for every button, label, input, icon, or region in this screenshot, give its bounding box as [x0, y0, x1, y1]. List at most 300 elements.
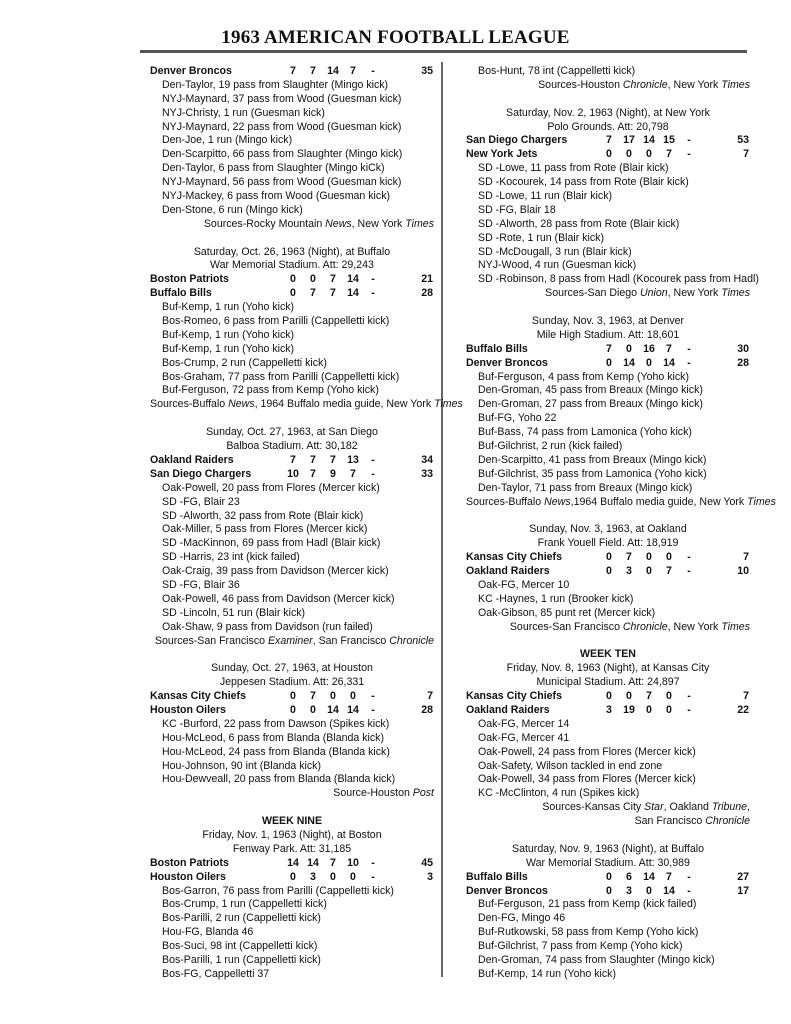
scoring-play: Buf-Ferguson, 21 pass from Kemp (kick failed)	[478, 898, 697, 911]
source-text: ,1964 Buffalo media guide, New York	[570, 495, 748, 508]
week-heading: WEEK TEN	[580, 648, 636, 661]
source-text: Sources-Buffalo	[150, 398, 229, 411]
week-heading: WEEK NINE	[261, 815, 323, 828]
quarter-score: 14	[663, 884, 675, 897]
game-info: Polo Grounds. Att: 20,798	[547, 120, 669, 133]
scoring-play: SD -Kocourek, 14 pass from Rote (Blair kick)	[478, 176, 689, 189]
scoring-play: Oak-Powell, 34 pass from Flores (Mercer kick)	[478, 773, 696, 786]
final-score: 10	[737, 565, 749, 578]
quarter-score: 14	[327, 65, 339, 77]
quarter-score: 14	[643, 870, 655, 883]
quarter-score: 14	[327, 703, 339, 716]
score-dash: -	[687, 134, 691, 147]
scoring-play: Buf-Kemp, 1 run (Yoho kick)	[162, 342, 295, 355]
scoring-play: Bos-Parilli, 2 run (Cappelletti kick)	[162, 912, 321, 925]
scoring-play: Bos-Romeo, 6 pass from Parilli (Cappelletti kick)	[162, 315, 390, 328]
right-column	[466, 65, 776, 982]
scoring-play: Den-Taylor, 19 pass from Slaughter (Mingo kick)	[162, 78, 389, 91]
source-text: , New York	[667, 620, 722, 633]
scoring-play: SD -Robinson, 8 pass from Hadl (Kocourek pass from Hadl)	[478, 273, 759, 286]
quarter-score: 14	[347, 287, 359, 300]
spacer	[150, 412, 434, 426]
quarter-score: 7	[666, 342, 672, 355]
final-score: 28	[737, 356, 749, 369]
quarter-score: 3	[626, 884, 632, 897]
source-text: Post	[412, 787, 434, 800]
sources-line	[466, 621, 750, 635]
game-info: War Memorial Stadium. Att: 30,989	[526, 856, 690, 869]
sources-line	[466, 287, 750, 301]
final-score: 27	[737, 870, 749, 883]
quarter-score: 10	[347, 856, 359, 869]
team-score-row	[150, 871, 434, 885]
team-score-row	[466, 565, 750, 579]
quarter-score: 7	[606, 342, 612, 355]
quarter-score: 0	[606, 356, 612, 369]
sources-line	[466, 815, 750, 829]
quarter-score: 0	[626, 690, 632, 703]
scoring-play: NYJ-Wood, 4 run (Guesman kick)	[478, 259, 637, 272]
scoring-play: Buf-Kemp, 1 run (Yoho kick)	[162, 328, 295, 341]
scoring-play: SD -FG, Blair 18	[478, 203, 556, 216]
scoring-play: Buf-Gilchrist, 35 pass from Lamonica (Yoho kick)	[478, 467, 707, 480]
final-score: 33	[421, 467, 433, 480]
source-text: San Francisco	[634, 815, 706, 828]
title-rule	[140, 50, 747, 53]
scoring-play: Den-FG, Mingo 46	[478, 912, 566, 925]
spacer	[466, 301, 750, 315]
scoring-play: Oak-Powell, 20 pass from Flores (Mercer kick)	[162, 481, 380, 494]
final-score: 53	[737, 134, 749, 147]
score-dash: -	[687, 356, 691, 369]
scoring-play: Oak-Gibson, 85 punt ret (Mercer kick)	[478, 606, 656, 619]
scoring-play: Bos-Graham, 77 pass from Parilli (Cappelletti kick)	[162, 370, 400, 383]
score-dash: -	[687, 690, 691, 703]
scoring-play: Den-Joe, 1 run (Mingo kick)	[162, 134, 293, 147]
quarter-score: 14	[287, 856, 299, 869]
quarter-score: 7	[666, 565, 672, 578]
team-score-row	[150, 454, 434, 468]
scoring-play: Oak-Shaw, 9 pass from Davidson (run failed)	[162, 620, 373, 633]
source-text: News	[228, 398, 255, 411]
scoring-play: Oak-Miller, 5 pass from Flores (Mercer kick)	[162, 523, 368, 536]
team-name: Oakland Raiders	[466, 565, 550, 578]
team-score-row	[466, 148, 750, 162]
quarter-score: 14	[307, 856, 319, 869]
game-info: Sunday, Nov. 3, 1963, at Denver	[531, 315, 685, 328]
score-dash: -	[687, 884, 691, 897]
quarter-score: 16	[643, 342, 655, 355]
source-text: ,	[747, 801, 750, 814]
scoring-play: Den-Stone, 6 run (Mingo kick)	[162, 203, 303, 216]
quarter-score: 14	[643, 134, 655, 147]
score-dash: -	[371, 467, 375, 480]
quarter-score: 0	[646, 356, 652, 369]
team-score-row	[466, 343, 750, 357]
quarter-score: 0	[606, 884, 612, 897]
score-dash: -	[371, 287, 375, 300]
quarter-score: 7	[330, 287, 336, 300]
spacer	[466, 635, 750, 649]
quarter-score: 0	[310, 703, 316, 716]
team-score-row	[466, 134, 750, 148]
team-name: Oakland Raiders	[466, 703, 550, 716]
source-text: Examiner	[267, 634, 313, 647]
quarter-score: 3	[606, 703, 612, 716]
scoring-play: NYJ-Maynard, 22 pass from Wood (Guesman kick)	[162, 120, 402, 133]
sources-line	[466, 801, 750, 815]
scoring-play: NYJ-Mackey, 6 pass from Wood (Guesman kick)	[162, 190, 391, 203]
game-info: Saturday, Nov. 2, 1963 (Night), at New York	[506, 106, 710, 119]
team-score-row	[466, 885, 750, 899]
scoring-play: SD -Lowe, 11 run (Blair kick)	[478, 190, 613, 203]
source-text: Sources-San Francisco	[154, 634, 268, 647]
team-score-row	[466, 357, 750, 371]
quarter-score: 14	[623, 356, 635, 369]
source-text: Times	[747, 495, 776, 508]
quarter-score: 7	[310, 467, 316, 480]
score-dash: -	[687, 148, 691, 161]
quarter-score: 0	[646, 148, 652, 161]
source-text: , New York	[351, 217, 406, 230]
team-name: New York Jets	[466, 148, 538, 161]
sources-line	[150, 787, 434, 801]
final-score: 17	[737, 884, 749, 897]
scoring-play: Hou-FG, Blanda 46	[162, 926, 254, 939]
team-name: Denver Broncos	[150, 65, 232, 77]
spacer	[150, 648, 434, 662]
quarter-score: 0	[350, 690, 356, 703]
final-score: 7	[743, 148, 749, 161]
scoring-play: SD -Alworth, 28 pass from Rote (Blair kick)	[478, 217, 680, 230]
game-info: Jeppesen Stadium. Att: 26,331	[219, 676, 365, 689]
source-text: Times	[405, 217, 434, 230]
source-text: News	[544, 495, 571, 508]
team-score-row	[466, 871, 750, 885]
quarter-score: 0	[330, 870, 336, 883]
quarter-score: 0	[646, 551, 652, 564]
quarter-score: 0	[606, 148, 612, 161]
quarter-score: 7	[666, 148, 672, 161]
team-score-row	[466, 704, 750, 718]
scoring-play: SD -McDougall, 3 run (Blair kick)	[478, 245, 632, 258]
scoring-play: SD -FG, Blair 23	[162, 495, 240, 508]
team-score-row	[150, 273, 434, 287]
sources-line	[466, 79, 750, 93]
quarter-score: 0	[290, 703, 296, 716]
team-name: Boston Patriots	[150, 856, 229, 869]
quarter-score: 7	[310, 453, 316, 466]
scoring-play: Buf-Bass, 74 pass from Lamonica (Yoho kick)	[478, 426, 692, 439]
spacer	[466, 510, 750, 524]
team-name: Buffalo Bills	[466, 342, 528, 355]
score-dash: -	[687, 703, 691, 716]
game-info: Balboa Stadium. Att: 30,182	[226, 440, 358, 453]
scoring-play: Buf-Gilchrist, 7 pass from Kemp (Yoho kick)	[478, 940, 683, 953]
scoring-play: NYJ-Maynard, 56 pass from Wood (Guesman kick)	[162, 176, 402, 189]
source-text: , Oakland	[663, 801, 712, 814]
quarter-score: 13	[347, 453, 359, 466]
scoring-play: SD -Rote, 1 run (Blair kick)	[478, 231, 604, 244]
final-score: 30	[737, 342, 749, 355]
quarter-score: 7	[330, 273, 336, 286]
page-title: 1963 AMERICAN FOOTBALL LEAGUE	[221, 27, 570, 48]
final-score: 28	[421, 703, 433, 716]
scoring-play: Bos-Suci, 98 int (Cappelletti kick)	[162, 940, 318, 953]
quarter-score: 0	[666, 551, 672, 564]
source-text: , New York	[667, 78, 722, 91]
quarter-score: 0	[626, 342, 632, 355]
final-score: 3	[427, 870, 433, 883]
source-text: Chronicle	[622, 620, 668, 633]
scoring-play: Oak-Powell, 46 pass from Davidson (Mercer kick)	[162, 592, 395, 605]
scoring-play: Oak-FG, Mercer 10	[478, 578, 570, 591]
scoring-play: Den-Groman, 27 pass from Breaux (Mingo kick)	[478, 398, 703, 411]
team-name: Denver Broncos	[466, 356, 548, 369]
team-score-row	[466, 690, 750, 704]
quarter-score: 0	[606, 690, 612, 703]
sources-line	[466, 495, 776, 510]
score-dash: -	[687, 870, 691, 883]
quarter-score: 14	[347, 703, 359, 716]
scoring-play: KC -McClinton, 4 run (Spikes kick)	[478, 787, 640, 800]
quarter-score: 6	[626, 870, 632, 883]
scoring-play: Hou-Dewveall, 20 pass from Blanda (Blanda kick)	[162, 773, 396, 786]
scoring-play: Bos-Hunt, 78 int (Cappelletti kick)	[478, 65, 636, 77]
final-score: 7	[743, 690, 749, 703]
source-text: Sources-Buffalo	[466, 495, 545, 508]
score-dash: -	[371, 870, 375, 883]
left-column	[150, 65, 463, 982]
quarter-score: 0	[290, 273, 296, 286]
team-name: Houston Oilers	[150, 870, 226, 883]
source-text: , 1964 Buffalo media guide, New York	[254, 398, 435, 411]
source-text: Times	[721, 287, 750, 300]
source-text: Star	[644, 801, 664, 814]
quarter-score: 14	[347, 273, 359, 286]
quarter-score: 0	[290, 287, 296, 300]
game-info: Friday, Nov. 8, 1963 (Night), at Kansas City	[506, 662, 710, 675]
quarter-score: 7	[626, 551, 632, 564]
source-text: Times	[434, 398, 463, 411]
quarter-score: 0	[606, 551, 612, 564]
team-score-row	[150, 468, 434, 482]
scoring-play: Oak-Powell, 24 pass from Flores (Mercer kick)	[478, 745, 696, 758]
source-text: Union	[639, 287, 668, 300]
scoring-play: Den-Groman, 45 pass from Breaux (Mingo kick)	[478, 384, 703, 397]
quarter-score: 0	[626, 148, 632, 161]
source-text: Sources-San Diego	[545, 287, 640, 300]
team-name: San Diego Chargers	[466, 134, 568, 147]
scoring-play: Hou-McLeod, 6 pass from Blanda (Blanda kick)	[162, 731, 384, 744]
quarter-score: 7	[290, 453, 296, 466]
scoring-play: SD -Alworth, 32 pass from Rote (Blair kick)	[162, 509, 364, 522]
quarter-score: 0	[646, 703, 652, 716]
quarter-score: 0	[646, 884, 652, 897]
team-name: Houston Oilers	[150, 703, 226, 716]
scoring-play: Hou-Johnson, 90 int (Blanda kick)	[162, 759, 321, 772]
source-text: Chronicle	[389, 634, 434, 647]
scoring-play: NYJ-Christy, 1 run (Guesman kick)	[162, 106, 325, 119]
quarter-score: 0	[330, 690, 336, 703]
team-score-row	[150, 704, 434, 718]
game-info: Mile High Stadium. Att: 18,601	[536, 328, 680, 341]
sources-line	[150, 398, 463, 412]
source-text: Sources-San Francisco	[509, 620, 623, 633]
final-score: 28	[421, 287, 433, 300]
quarter-score: 7	[330, 453, 336, 466]
source-text: Chronicle	[705, 815, 750, 828]
quarter-score: 7	[606, 134, 612, 147]
scoring-play: Oak-FG, Mercer 41	[478, 731, 570, 744]
game-info: Sunday, Oct. 27, 1963, at Houston	[211, 662, 373, 675]
quarter-score: 0	[350, 870, 356, 883]
game-info: Municipal Stadium. Att: 24,897	[536, 676, 680, 689]
quarter-score: 7	[666, 870, 672, 883]
quarter-score: 7	[290, 65, 296, 77]
team-score-row	[150, 690, 434, 704]
column-divider	[441, 62, 443, 977]
quarter-score: 9	[330, 467, 336, 480]
scoring-play: Bos-Garron, 76 pass from Parilli (Cappelletti kick)	[162, 884, 394, 897]
final-score: 34	[421, 453, 433, 466]
score-dash: -	[371, 856, 375, 869]
quarter-score: 10	[287, 467, 299, 480]
quarter-score: 15	[663, 134, 675, 147]
scoring-play: Bos-Parilli, 1 run (Cappelletti kick)	[162, 954, 321, 966]
score-dash: -	[687, 565, 691, 578]
team-name: San Diego Chargers	[150, 467, 252, 480]
scoring-play: Den-Scarpitto, 41 pass from Breaux (Mingo kick)	[478, 453, 707, 466]
spacer	[466, 829, 750, 843]
final-score: 7	[743, 551, 749, 564]
final-score: 7	[427, 690, 433, 703]
game-info: Friday, Nov. 1, 1963 (Night), at Boston	[202, 828, 382, 841]
team-name: Denver Broncos	[466, 884, 548, 897]
scoring-play: Den-Taylor, 6 pass from Slaughter (Mingo kiCk)	[162, 162, 385, 175]
score-dash: -	[371, 65, 375, 77]
scoring-play: SD -MacKinnon, 69 pass from Hadl (Blair kick)	[162, 537, 381, 550]
quarter-score: 7	[310, 690, 316, 703]
team-score-row	[150, 65, 434, 79]
source-text: Sources-Houston	[538, 78, 623, 91]
source-text: , San Francisco	[312, 634, 390, 647]
source-text: Times	[721, 78, 750, 91]
scoring-play: SD -FG, Blair 36	[162, 578, 240, 591]
team-name: Boston Patriots	[150, 273, 229, 286]
quarter-score: 7	[646, 690, 652, 703]
team-name: Buffalo Bills	[150, 287, 212, 300]
team-score-row	[150, 857, 434, 871]
source-text: Tribune	[711, 801, 748, 814]
team-name: Oakland Raiders	[150, 453, 234, 466]
scoring-play: KC -Burford, 22 pass from Dawson (Spikes kick)	[162, 717, 390, 730]
scoring-play: KC -Haynes, 1 run (Brooker kick)	[478, 592, 634, 605]
quarter-score: 0	[646, 565, 652, 578]
scoring-play: Den-Groman, 74 pass from Slaughter (Mingo kick)	[478, 954, 715, 966]
scoring-play: Oak-FG, Mercer 14	[478, 717, 570, 730]
source-text: Chronicle	[622, 78, 668, 91]
quarter-score: 3	[310, 870, 316, 883]
team-name: Buffalo Bills	[466, 870, 528, 883]
quarter-score: 0	[310, 273, 316, 286]
score-dash: -	[687, 342, 691, 355]
scoring-play: Buf-Rutkowski, 58 pass from Kemp (Yoho kick)	[478, 926, 699, 939]
scoring-play: Oak-Safety, Wilson tackled in end zone	[478, 759, 663, 772]
scoring-play: Buf-FG, Yoho 22	[478, 412, 557, 425]
game-info: Fenway Park. Att: 31,185	[232, 842, 352, 855]
team-name: Kansas City Chiefs	[466, 690, 562, 703]
source-text: Sources-Kansas City	[542, 801, 645, 814]
quarter-score: 0	[290, 690, 296, 703]
scoring-play: Buf-Ferguson, 72 pass from Kemp (Yoho kick)	[162, 384, 379, 397]
game-info: War Memorial Stadium. Att: 29,243	[210, 259, 374, 272]
team-score-row	[466, 551, 750, 565]
final-score: 45	[421, 856, 433, 869]
game-info: Sunday, Nov. 3, 1963, at Oakland	[529, 523, 687, 536]
final-score: 22	[737, 703, 749, 716]
quarter-score: 17	[623, 134, 635, 147]
game-info: Frank Youell Field. Att: 18,919	[537, 537, 679, 550]
quarter-score: 0	[290, 870, 296, 883]
quarter-score: 0	[606, 870, 612, 883]
team-name: Kansas City Chiefs	[466, 551, 562, 564]
scoring-play: Buf-Gilchrist, 2 run (kick failed)	[478, 440, 623, 453]
source-text: , New York	[667, 287, 722, 300]
quarter-score: 19	[623, 703, 635, 716]
scoring-play: Bos-FG, Cappelletti 37	[162, 967, 270, 980]
team-score-row	[150, 287, 434, 301]
spacer	[150, 801, 434, 815]
score-dash: -	[371, 453, 375, 466]
game-info: Sunday, Oct. 27, 1963, at San Diego	[206, 426, 378, 439]
score-dash: -	[371, 690, 375, 703]
quarter-score: 0	[666, 690, 672, 703]
scoring-play: SD -Harris, 23 int (kick failed)	[162, 551, 300, 564]
quarter-score: 7	[310, 65, 316, 77]
spacer	[466, 93, 750, 107]
source-text: Times	[721, 620, 750, 633]
quarter-score: 14	[663, 356, 675, 369]
score-dash: -	[371, 703, 375, 716]
scoring-play: SD -Lowe, 11 pass from Rote (Blair kick)	[478, 162, 669, 175]
quarter-score: 0	[666, 703, 672, 716]
scoring-play: Buf-Kemp, 1 run (Yoho kick)	[162, 301, 295, 314]
team-name: Kansas City Chiefs	[150, 690, 246, 703]
quarter-score: 7	[350, 467, 356, 480]
scoring-play: Hou-McLeod, 24 pass from Blanda (Blanda kick)	[162, 745, 390, 758]
sources-line	[150, 218, 434, 232]
source-text: Source-Houston	[333, 787, 413, 800]
source-text: Sources-Rocky Mountain	[203, 217, 326, 230]
scoring-play: Den-Scarpitto, 66 pass from Slaughter (Mingo kick)	[162, 148, 403, 161]
spacer	[150, 232, 434, 246]
final-score: 35	[421, 65, 433, 77]
final-score: 21	[421, 273, 433, 286]
quarter-score: 3	[626, 565, 632, 578]
source-text: News	[325, 217, 352, 230]
scoring-play: NYJ-Maynard, 37 pass from Wood (Guesman kick)	[162, 92, 402, 105]
scoring-play: SD -Lincoln, 51 run (Blair kick)	[162, 606, 306, 619]
game-info: Saturday, Oct. 26, 1963 (Night), at Buffalo	[193, 245, 391, 258]
scoring-play: Bos-Crump, 1 run (Cappelletti kick)	[162, 898, 327, 911]
scoring-play: Buf-Ferguson, 4 pass from Kemp (Yoho kick)	[478, 370, 689, 383]
quarter-score: 7	[330, 856, 336, 869]
game-info: Saturday, Nov. 9, 1963 (Night), at Buffalo	[512, 842, 704, 855]
quarter-score: 0	[606, 565, 612, 578]
quarter-score: 7	[310, 287, 316, 300]
scoring-play: Oak-Craig, 39 pass from Davidson (Mercer kick)	[162, 565, 389, 578]
